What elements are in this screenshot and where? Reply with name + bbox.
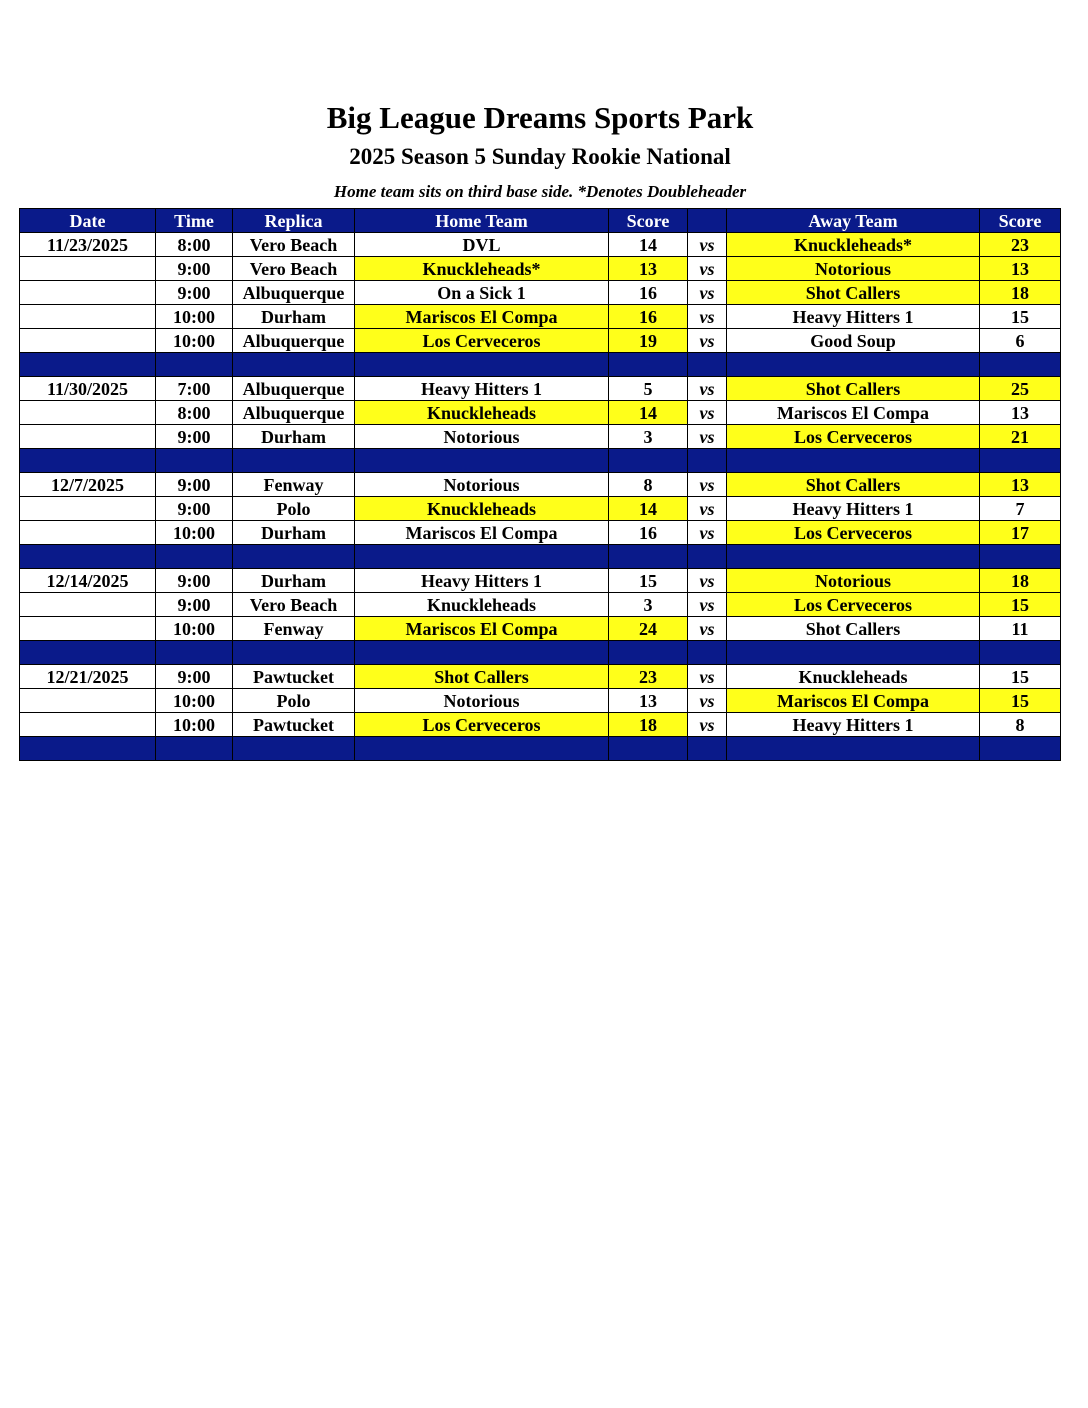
home-team: Knuckleheads xyxy=(355,401,609,425)
separator-cell xyxy=(355,641,609,665)
home-team: Heavy Hitters 1 xyxy=(355,569,609,593)
separator-cell xyxy=(20,353,156,377)
game-date xyxy=(20,281,156,305)
away-team: Good Soup xyxy=(727,329,980,353)
table-row xyxy=(20,305,1061,329)
home-team: Knuckleheads xyxy=(355,593,609,617)
home-team: Knuckleheads* xyxy=(355,257,609,281)
table-row xyxy=(20,497,1061,521)
game-time: 9:00 xyxy=(156,497,233,521)
field-replica: Albuquerque xyxy=(233,329,355,353)
col-header-replica: Replica xyxy=(233,209,355,233)
game-date xyxy=(20,401,156,425)
away-team: Heavy Hitters 1 xyxy=(727,713,980,737)
separator-row xyxy=(20,353,1061,377)
game-date xyxy=(20,617,156,641)
away-score: 15 xyxy=(980,689,1061,713)
home-score: 13 xyxy=(609,689,688,713)
away-score: 25 xyxy=(980,377,1061,401)
home-score: 24 xyxy=(609,617,688,641)
field-replica: Albuquerque xyxy=(233,377,355,401)
schedule-table xyxy=(19,208,1061,761)
away-team: Knuckleheads* xyxy=(727,233,980,257)
away-team: Shot Callers xyxy=(727,377,980,401)
game-time: 10:00 xyxy=(156,689,233,713)
field-replica: Vero Beach xyxy=(233,593,355,617)
away-score: 17 xyxy=(980,521,1061,545)
vs-label: vs xyxy=(688,689,727,713)
game-date xyxy=(20,689,156,713)
field-replica: Durham xyxy=(233,305,355,329)
away-team: Los Cerveceros xyxy=(727,425,980,449)
separator-cell xyxy=(609,449,688,473)
vs-label: vs xyxy=(688,665,727,689)
table-row xyxy=(20,329,1061,353)
vs-label: vs xyxy=(688,593,727,617)
field-replica: Fenway xyxy=(233,473,355,497)
away-team: Shot Callers xyxy=(727,617,980,641)
separator-cell xyxy=(980,545,1061,569)
game-time: 10:00 xyxy=(156,305,233,329)
home-score: 15 xyxy=(609,569,688,593)
home-team: DVL xyxy=(355,233,609,257)
field-replica: Fenway xyxy=(233,617,355,641)
away-score: 11 xyxy=(980,617,1061,641)
separator-row xyxy=(20,449,1061,473)
game-date xyxy=(20,713,156,737)
away-team: Mariscos El Compa xyxy=(727,401,980,425)
table-row xyxy=(20,473,1061,497)
table-row xyxy=(20,665,1061,689)
field-replica: Polo xyxy=(233,689,355,713)
separator-cell xyxy=(980,737,1061,761)
vs-label: vs xyxy=(688,617,727,641)
game-time: 8:00 xyxy=(156,233,233,257)
separator-cell xyxy=(355,449,609,473)
away-score: 15 xyxy=(980,593,1061,617)
separator-cell xyxy=(727,737,980,761)
game-date xyxy=(20,593,156,617)
separator-cell xyxy=(980,641,1061,665)
away-score: 13 xyxy=(980,401,1061,425)
game-time: 8:00 xyxy=(156,401,233,425)
table-row xyxy=(20,569,1061,593)
vs-label: vs xyxy=(688,713,727,737)
away-team: Notorious xyxy=(727,257,980,281)
home-score: 5 xyxy=(609,377,688,401)
home-score: 16 xyxy=(609,305,688,329)
game-date: 12/7/2025 xyxy=(20,473,156,497)
game-date xyxy=(20,257,156,281)
away-score: 23 xyxy=(980,233,1061,257)
game-date: 12/14/2025 xyxy=(20,569,156,593)
game-date: 11/23/2025 xyxy=(20,233,156,257)
separator-cell xyxy=(727,641,980,665)
separator-cell xyxy=(727,545,980,569)
table-row xyxy=(20,233,1061,257)
away-score: 6 xyxy=(980,329,1061,353)
separator-cell xyxy=(233,353,355,377)
away-score: 13 xyxy=(980,257,1061,281)
table-row xyxy=(20,257,1061,281)
field-replica: Pawtucket xyxy=(233,713,355,737)
separator-cell xyxy=(233,737,355,761)
game-time: 9:00 xyxy=(156,257,233,281)
home-team: Notorious xyxy=(355,473,609,497)
game-date xyxy=(20,305,156,329)
separator-cell xyxy=(688,449,727,473)
home-score: 13 xyxy=(609,257,688,281)
separator-cell xyxy=(609,545,688,569)
table-row xyxy=(20,689,1061,713)
game-date xyxy=(20,329,156,353)
table-row xyxy=(20,401,1061,425)
col-header-home-team: Home Team xyxy=(355,209,609,233)
home-score: 3 xyxy=(609,593,688,617)
table-row xyxy=(20,281,1061,305)
separator-cell xyxy=(609,641,688,665)
table-header-row xyxy=(20,209,1061,233)
vs-label: vs xyxy=(688,233,727,257)
away-score: 15 xyxy=(980,305,1061,329)
game-time: 9:00 xyxy=(156,593,233,617)
home-score: 8 xyxy=(609,473,688,497)
away-team: Notorious xyxy=(727,569,980,593)
game-date: 11/30/2025 xyxy=(20,377,156,401)
separator-row xyxy=(20,641,1061,665)
home-score: 23 xyxy=(609,665,688,689)
home-team: On a Sick 1 xyxy=(355,281,609,305)
game-date xyxy=(20,425,156,449)
away-score: 15 xyxy=(980,665,1061,689)
field-replica: Polo xyxy=(233,497,355,521)
field-replica: Vero Beach xyxy=(233,233,355,257)
vs-label: vs xyxy=(688,521,727,545)
home-score: 16 xyxy=(609,281,688,305)
separator-cell xyxy=(688,545,727,569)
home-score: 14 xyxy=(609,497,688,521)
game-time: 9:00 xyxy=(156,665,233,689)
game-date: 12/21/2025 xyxy=(20,665,156,689)
separator-row xyxy=(20,545,1061,569)
separator-cell xyxy=(233,545,355,569)
separator-cell xyxy=(688,737,727,761)
separator-row xyxy=(20,737,1061,761)
home-team: Mariscos El Compa xyxy=(355,617,609,641)
home-score: 3 xyxy=(609,425,688,449)
separator-cell xyxy=(156,737,233,761)
game-date xyxy=(20,521,156,545)
field-replica: Albuquerque xyxy=(233,281,355,305)
col-header-time: Time xyxy=(156,209,233,233)
away-team: Los Cerveceros xyxy=(727,521,980,545)
vs-label: vs xyxy=(688,569,727,593)
separator-cell xyxy=(355,353,609,377)
game-time: 10:00 xyxy=(156,617,233,641)
game-time: 9:00 xyxy=(156,473,233,497)
away-score: 13 xyxy=(980,473,1061,497)
game-time: 10:00 xyxy=(156,713,233,737)
home-team: Knuckleheads xyxy=(355,497,609,521)
home-score: 19 xyxy=(609,329,688,353)
home-team: Notorious xyxy=(355,689,609,713)
game-time: 9:00 xyxy=(156,281,233,305)
separator-cell xyxy=(20,449,156,473)
table-row xyxy=(20,377,1061,401)
separator-cell xyxy=(355,737,609,761)
table-row xyxy=(20,593,1061,617)
away-score: 18 xyxy=(980,281,1061,305)
home-team: Notorious xyxy=(355,425,609,449)
home-team: Mariscos El Compa xyxy=(355,521,609,545)
field-replica: Albuquerque xyxy=(233,401,355,425)
separator-cell xyxy=(355,545,609,569)
separator-cell xyxy=(727,449,980,473)
game-time: 10:00 xyxy=(156,329,233,353)
home-team: Shot Callers xyxy=(355,665,609,689)
game-date xyxy=(20,497,156,521)
separator-cell xyxy=(233,641,355,665)
col-header-home-score: Score xyxy=(609,209,688,233)
field-replica: Durham xyxy=(233,569,355,593)
game-time: 10:00 xyxy=(156,521,233,545)
away-team: Shot Callers xyxy=(727,473,980,497)
home-team: Heavy Hitters 1 xyxy=(355,377,609,401)
away-team: Heavy Hitters 1 xyxy=(727,497,980,521)
away-team: Los Cerveceros xyxy=(727,593,980,617)
separator-cell xyxy=(980,353,1061,377)
table-row xyxy=(20,425,1061,449)
field-replica: Pawtucket xyxy=(233,665,355,689)
page-subtitle: 2025 Season 5 Sunday Rookie National xyxy=(349,144,731,169)
table-row xyxy=(20,617,1061,641)
field-replica: Durham xyxy=(233,425,355,449)
away-score: 8 xyxy=(980,713,1061,737)
vs-label: vs xyxy=(688,257,727,281)
away-team: Knuckleheads xyxy=(727,665,980,689)
away-score: 21 xyxy=(980,425,1061,449)
home-team: Los Cerveceros xyxy=(355,329,609,353)
vs-label: vs xyxy=(688,425,727,449)
game-time: 9:00 xyxy=(156,425,233,449)
separator-cell xyxy=(727,353,980,377)
col-header-away-team: Away Team xyxy=(727,209,980,233)
separator-cell xyxy=(688,353,727,377)
vs-label: vs xyxy=(688,401,727,425)
field-replica: Durham xyxy=(233,521,355,545)
separator-cell xyxy=(980,449,1061,473)
separator-cell xyxy=(609,737,688,761)
col-header-vs xyxy=(688,209,727,233)
col-header-away-score: Score xyxy=(980,209,1061,233)
separator-cell xyxy=(688,641,727,665)
separator-cell xyxy=(233,449,355,473)
separator-cell xyxy=(156,353,233,377)
home-team: Los Cerveceros xyxy=(355,713,609,737)
game-time: 7:00 xyxy=(156,377,233,401)
game-time: 9:00 xyxy=(156,569,233,593)
away-score: 7 xyxy=(980,497,1061,521)
page-title: Big League Dreams Sports Park xyxy=(326,100,754,135)
vs-label: vs xyxy=(688,329,727,353)
table-row xyxy=(20,521,1061,545)
vs-label: vs xyxy=(688,377,727,401)
home-score: 16 xyxy=(609,521,688,545)
separator-cell xyxy=(20,641,156,665)
vs-label: vs xyxy=(688,305,727,329)
field-replica: Vero Beach xyxy=(233,257,355,281)
schedule-note: Home team sits on third base side. *Denotes Doubleheader xyxy=(333,182,747,201)
vs-label: vs xyxy=(688,497,727,521)
separator-cell xyxy=(156,545,233,569)
separator-cell xyxy=(20,545,156,569)
table-row xyxy=(20,713,1061,737)
home-score: 14 xyxy=(609,233,688,257)
home-score: 18 xyxy=(609,713,688,737)
separator-cell xyxy=(156,641,233,665)
away-team: Heavy Hitters 1 xyxy=(727,305,980,329)
separator-cell xyxy=(20,737,156,761)
home-team: Mariscos El Compa xyxy=(355,305,609,329)
away-team: Mariscos El Compa xyxy=(727,689,980,713)
separator-cell xyxy=(609,353,688,377)
col-header-date: Date xyxy=(20,209,156,233)
vs-label: vs xyxy=(688,473,727,497)
away-score: 18 xyxy=(980,569,1061,593)
separator-cell xyxy=(156,449,233,473)
away-team: Shot Callers xyxy=(727,281,980,305)
vs-label: vs xyxy=(688,281,727,305)
schedule-body xyxy=(20,233,1061,761)
home-score: 14 xyxy=(609,401,688,425)
